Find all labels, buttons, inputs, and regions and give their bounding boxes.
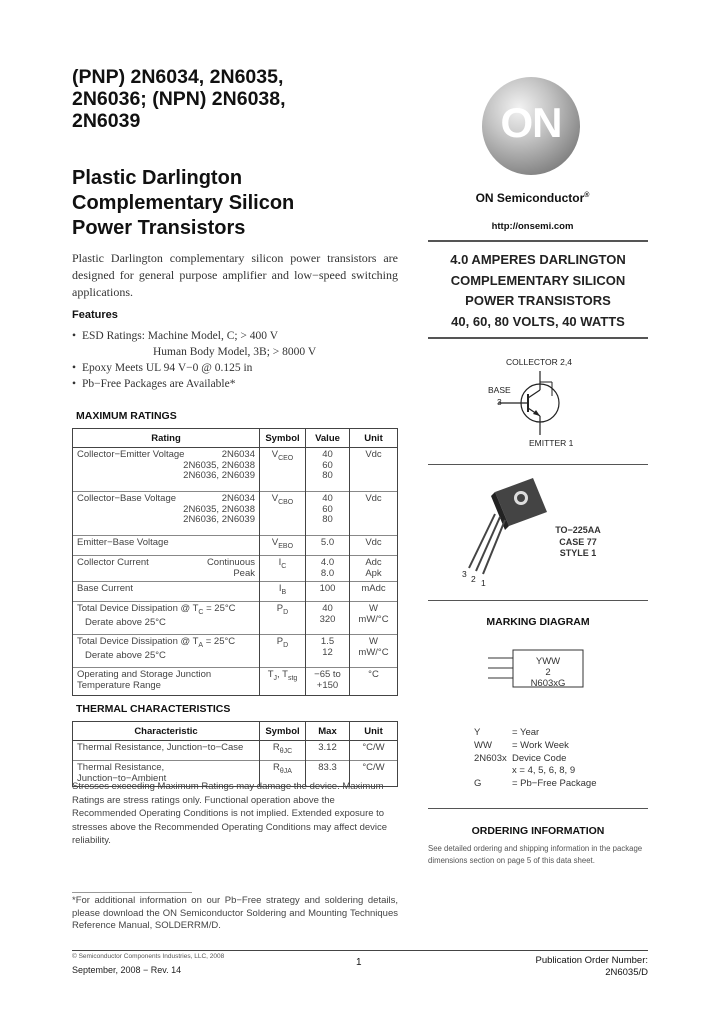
max-ratings-table xyxy=(72,428,398,696)
emitter-arrow xyxy=(533,410,540,416)
publication-number: 2N6035/D xyxy=(605,967,648,978)
symbol-cell: $I_B$ xyxy=(260,582,306,602)
unit-cell: Vdc xyxy=(350,492,398,536)
thermal-heading: THERMAL CHARACTERISTICS xyxy=(76,703,231,715)
part-label: 2N6034 xyxy=(221,493,255,504)
brand-name: ON Semiconductor® xyxy=(475,191,590,205)
unit-cell: °C/W xyxy=(350,761,398,787)
col-header: Unit xyxy=(350,429,398,448)
ordering-heading: ORDERING INFORMATION xyxy=(471,825,605,837)
part-label: 2N6034 xyxy=(221,449,255,460)
rating-cell: Thermal Resistance, Junction−to−Case xyxy=(73,741,260,761)
features-heading: Features xyxy=(72,309,118,321)
value-cell: 83.3 xyxy=(306,761,350,787)
value-cell: 3.12 xyxy=(306,741,350,761)
value-cell: 1.5 12 xyxy=(306,635,350,668)
rating-cell xyxy=(73,448,260,492)
part-label: 2N6035, 2N6038 xyxy=(183,459,255,471)
intro-paragraph: Plastic Darlington complementary silicon power transistors are designed for general purpose amplifier and low−speed switching applications. xyxy=(72,251,398,299)
marking-text xyxy=(525,656,571,689)
symbol-cell: $T_J$, $T_{stg}$ xyxy=(260,668,306,696)
legend-row: x = 4, 5, 6, 8, 9 xyxy=(512,765,576,777)
rating-cell: Base Current xyxy=(73,582,260,602)
mounting-hole-inner xyxy=(517,494,525,502)
pin-label: 2 xyxy=(471,574,476,584)
table-row xyxy=(73,492,398,536)
emitter-label: EMITTER 1 xyxy=(529,438,574,448)
rating-cell: Emitter−Base Voltage xyxy=(73,536,260,556)
rating-cell xyxy=(73,668,260,696)
brand-url[interactable]: http://onsemi.com xyxy=(491,221,574,232)
feature-epoxy: • Epoxy Meets UL 94 V−0 @ 0.125 in xyxy=(72,360,402,376)
unit-cell: W mW/°C xyxy=(350,635,398,668)
page-number: 1 xyxy=(356,957,362,968)
unit-cell: Vdc xyxy=(350,536,398,556)
divider xyxy=(428,240,648,242)
table-row xyxy=(73,668,398,696)
collector-label: COLLECTOR 2,4 xyxy=(506,357,572,367)
value-cell: 4.0 8.0 xyxy=(306,556,350,582)
part-label: 2N6036, 2N6039 xyxy=(183,470,255,481)
col-header: Max xyxy=(306,722,350,741)
unit-cell: °C/W xyxy=(350,741,398,761)
title-line: (PNP) 2N6034, 2N6035, xyxy=(72,66,284,88)
marking-heading: MARKING DIAGRAM xyxy=(486,616,590,628)
footnote-divider xyxy=(72,892,192,893)
divider xyxy=(428,600,648,601)
rating-cell xyxy=(73,492,260,536)
symbol-cell: $R_{\theta JA}$ xyxy=(260,761,306,787)
ordering-text: See detailed ordering and shipping information in the package dimensions section on page 5 of this data sheet. xyxy=(428,844,643,865)
ratings-line: 4.0 AMPERES DARLINGTON xyxy=(450,252,626,267)
pin-label: 1 xyxy=(481,578,486,588)
features-list xyxy=(72,328,402,392)
pin-label: 3 xyxy=(462,569,467,579)
divider xyxy=(428,464,648,465)
symbol-cell: $I_C$ xyxy=(260,556,306,582)
table-row xyxy=(73,741,398,761)
part-label: Continuous xyxy=(206,557,255,568)
revision-date: September, 2008 − Rev. 14 xyxy=(72,965,182,975)
base-pin-label: 3 xyxy=(497,397,502,407)
unit-cell: W mW/°C xyxy=(350,602,398,635)
collector-junction xyxy=(528,390,540,398)
feature-esd-hbm: Human Body Model, 3B; > 8000 V xyxy=(153,346,317,358)
feature-pbfree: • Pb−Free Packages are Available* xyxy=(72,376,402,392)
ratings-line: COMPLEMENTARY SILICON xyxy=(450,272,626,288)
package-line: TO−225AA xyxy=(555,525,601,535)
copyright: © Semiconductor Components Industries, LLC, 2008 xyxy=(72,953,225,960)
divider xyxy=(428,337,648,339)
page-title xyxy=(72,66,372,132)
col-header: Characteristic xyxy=(73,722,260,741)
part-label: 2N6036, 2N6039 xyxy=(183,514,255,525)
divider xyxy=(428,808,648,809)
publication-label: Publication Order Number: xyxy=(535,955,648,966)
part-label: Peak xyxy=(233,567,255,579)
rating-cell: Thermal Resistance, Junction−to−Ambient xyxy=(73,761,260,787)
symbol-cell: $P_D$ xyxy=(260,602,306,635)
legend-row: WW = Work Week xyxy=(474,739,569,751)
rating-label: Operating and Storage Junction xyxy=(77,669,212,680)
symbol-cell: $R_{\theta JC}$ xyxy=(260,741,306,761)
col-header: Value xyxy=(306,429,350,448)
page-subtitle xyxy=(72,166,372,241)
title-line: 2N6039 xyxy=(72,110,141,132)
value-cell: 40 320 xyxy=(306,602,350,635)
value-cell: 5.0 xyxy=(306,536,350,556)
subtitle-line: Complementary Silicon xyxy=(72,192,295,214)
value-cell: 40 60 80 xyxy=(306,492,350,536)
legend-row: Y = Year xyxy=(474,727,540,738)
col-header: Unit xyxy=(350,722,398,741)
ratings-line: POWER TRANSISTORS xyxy=(465,293,611,308)
subtitle-line: Power Transistors xyxy=(72,217,246,239)
table-row xyxy=(73,536,398,556)
ratings-summary xyxy=(428,250,648,332)
logo-text: ON xyxy=(500,99,562,146)
rating-label: Collector−Emitter Voltage xyxy=(77,449,185,460)
unit-cell: mAdc xyxy=(350,582,398,602)
footnote: *For additional information on our Pb−Free strategy and soldering details, please download the ON Semiconductor Soldering and Mounting Techniques Reference Manual, SOLDERRM/D. xyxy=(72,895,398,931)
rating-sub-label: Derate above 25°C xyxy=(85,617,166,629)
package-line: STYLE 1 xyxy=(559,548,597,558)
rating-sub-label: Temperature Range xyxy=(77,679,161,691)
base-label: BASE xyxy=(488,385,511,395)
table-row xyxy=(73,635,398,668)
marking-legend xyxy=(474,727,597,791)
rating-sub-label: Derate above 25°C xyxy=(85,650,166,662)
symbol-cell: $P_D$ xyxy=(260,635,306,668)
part-label: 2N6035, 2N6038 xyxy=(183,503,255,515)
package-line: CASE 77 xyxy=(559,536,597,547)
title-line: 2N6036; (NPN) 2N6038, xyxy=(72,88,286,110)
table-row xyxy=(73,602,398,635)
feature-esd: • ESD Ratings: Machine Model, C; > 400 V xyxy=(72,328,402,344)
unit-cell: °C xyxy=(350,668,398,696)
table-row xyxy=(73,582,398,602)
unit-cell: Adc Apk xyxy=(350,556,398,582)
rating-label: Collector Current xyxy=(77,557,149,568)
footer-divider xyxy=(72,950,648,951)
symbol-cell: $V_{CBO}$ xyxy=(260,492,306,536)
marking-line: N603xG xyxy=(530,678,566,689)
subtitle-line: Plastic Darlington xyxy=(72,167,243,189)
col-header: Symbol xyxy=(260,722,306,741)
table-row xyxy=(73,448,398,492)
legend-row: 2N603x Device Code xyxy=(474,752,567,764)
table-row xyxy=(73,556,398,582)
marking-line: YWW xyxy=(535,656,561,667)
transistor-schematic xyxy=(490,360,600,445)
rating-cell: Total Device Dissipation @ $T_C = 25^\circ C$ Derate above 25°C xyxy=(73,602,260,635)
col-header: Symbol xyxy=(260,429,306,448)
rating-label: Collector−Base Voltage xyxy=(77,493,177,504)
package-label xyxy=(548,525,608,560)
on-semiconductor-logo xyxy=(482,77,580,175)
unit-cell: Vdc xyxy=(350,448,398,492)
rating-cell xyxy=(73,556,260,582)
thermal-table xyxy=(72,721,398,787)
to225-package-drawing xyxy=(455,470,555,585)
value-cell: 40 60 80 xyxy=(306,448,350,492)
marking-line: 2 xyxy=(545,667,551,678)
ratings-line: 40, 60, 80 VOLTS, 40 WATTS xyxy=(451,313,625,329)
symbol-cell: $V_{EBO}$ xyxy=(260,536,306,556)
value-cell: −65 to +150 xyxy=(306,668,350,696)
legend-row: G = Pb−Free Package xyxy=(474,778,597,790)
max-ratings-heading: MAXIMUM RATINGS xyxy=(76,410,177,422)
symbol-cell: $V_{CEO}$ xyxy=(260,448,306,492)
rating-cell: Total Device Dissipation @ $T_A = 25^\circ C$ Derate above 25°C xyxy=(73,635,260,668)
col-header: Rating xyxy=(73,429,260,448)
stress-note: Stresses exceeding Maximum Ratings may damage the device. Maximum Ratings are stress ratings only. Functional operation above the Recommended Operating Conditions is not implied. Extended exposure to stresses above the Recommended Operating Conditions may affect device reliability. xyxy=(72,781,388,846)
value-cell: 100 xyxy=(306,582,350,602)
